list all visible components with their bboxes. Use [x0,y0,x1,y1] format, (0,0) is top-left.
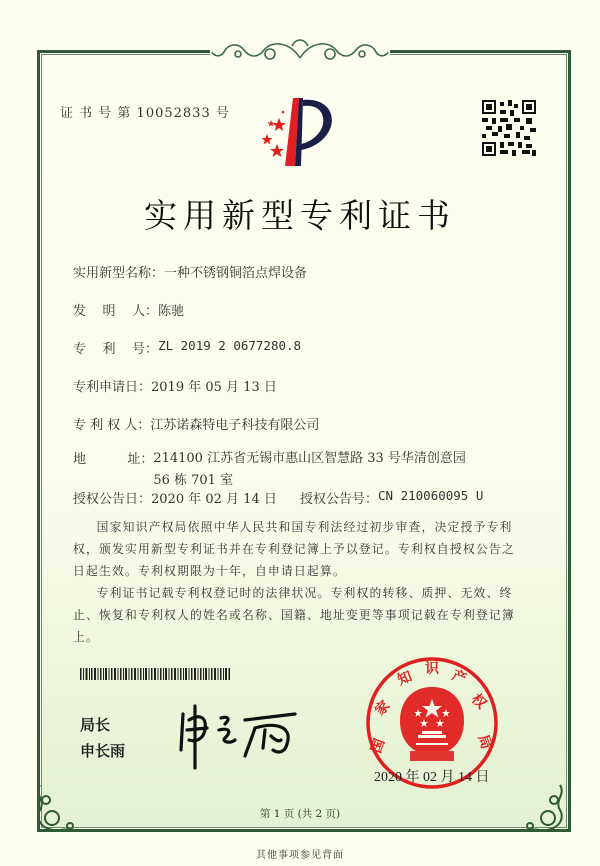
cnipa-logo-icon [255,90,345,170]
svg-text:家: 家 [372,697,394,719]
field-label: 授权公告号： [300,492,379,507]
handwritten-signature-icon [175,700,305,770]
field-application-date [73,376,277,395]
certificate-number-suffix: 号 [215,106,230,121]
field-address [73,448,473,492]
certificate-number-label: 证 书 号 第 [60,106,132,121]
field-value: ZL 2019 2 0677280.8 [158,338,302,353]
certificate-title: 实用新型专利证书 [144,196,456,235]
field-value: CN 210060095 U [378,488,484,503]
field-label: 授权公告日： [73,492,152,507]
svg-text:知: 知 [395,668,415,689]
field-patentee [73,414,319,433]
seal-date: 2020 年 02 月 14 日 [374,770,490,785]
field-label: 地 址： [73,452,154,467]
svg-text:国: 国 [368,736,389,756]
page-indicator: 第 1 页 (共 2 页) [259,808,341,820]
field-grant-announcement-date [73,488,277,507]
certificate-number-value: 10052833 [136,106,211,121]
field-grant-announcement-number [300,488,483,507]
signatory-name: 申长雨 [80,742,126,760]
top-ornament-icon [210,36,390,66]
certificate-number [60,102,230,121]
field-label: 实用新型名称： [73,266,165,281]
field-utility-model-name [73,262,307,281]
svg-text:局: 局 [474,732,495,752]
field-patent-number [73,338,301,357]
field-label: 发 明 人： [73,304,159,319]
footer-note: 其他事项参见背面 [256,850,344,861]
field-value: 214100 江苏省无锡市惠山区智慧路 33 号华清创意园 56 栋 701 室 [153,451,466,488]
field-inventor [73,300,184,319]
svg-text:产: 产 [449,667,469,688]
svg-text:权: 权 [468,691,490,713]
legal-notice [73,516,523,648]
field-value: 一种不锈钢铜箔点焊设备 [164,266,308,281]
qr-code-icon[interactable] [482,100,536,156]
field-label: 专 利 权 人： [73,418,151,433]
field-value: 江苏诺森特电子科技有限公司 [150,418,320,433]
field-value: 陈驰 [158,304,185,319]
field-value: 2019 年 05 月 13 日 [151,380,277,395]
legal-paragraph: 国家知识产权局依照中华人民共和国专利法经过初步审查，决定授予专利权，颁发实用新型专利证书并在专利登记簿上予以登记。专利权自授权公告之日起生效。专利权期限为十年，自申请日起算。 [73,520,515,578]
field-label: 专 利 号： [73,342,159,357]
field-value: 2020 年 02 月 14 日 [151,492,277,507]
barcode-icon [80,668,230,680]
svg-text:识: 识 [425,661,439,677]
signatory-title: 局长 [80,716,111,734]
legal-paragraph: 专利证书记载专利权登记时的法律状况。专利权的转移、质押、无效、终止、恢复和专利权人的姓名或名称、国籍、地址变更等事项记载在专利登记簿上。 [73,586,515,644]
field-label: 专利申请日： [73,380,152,395]
